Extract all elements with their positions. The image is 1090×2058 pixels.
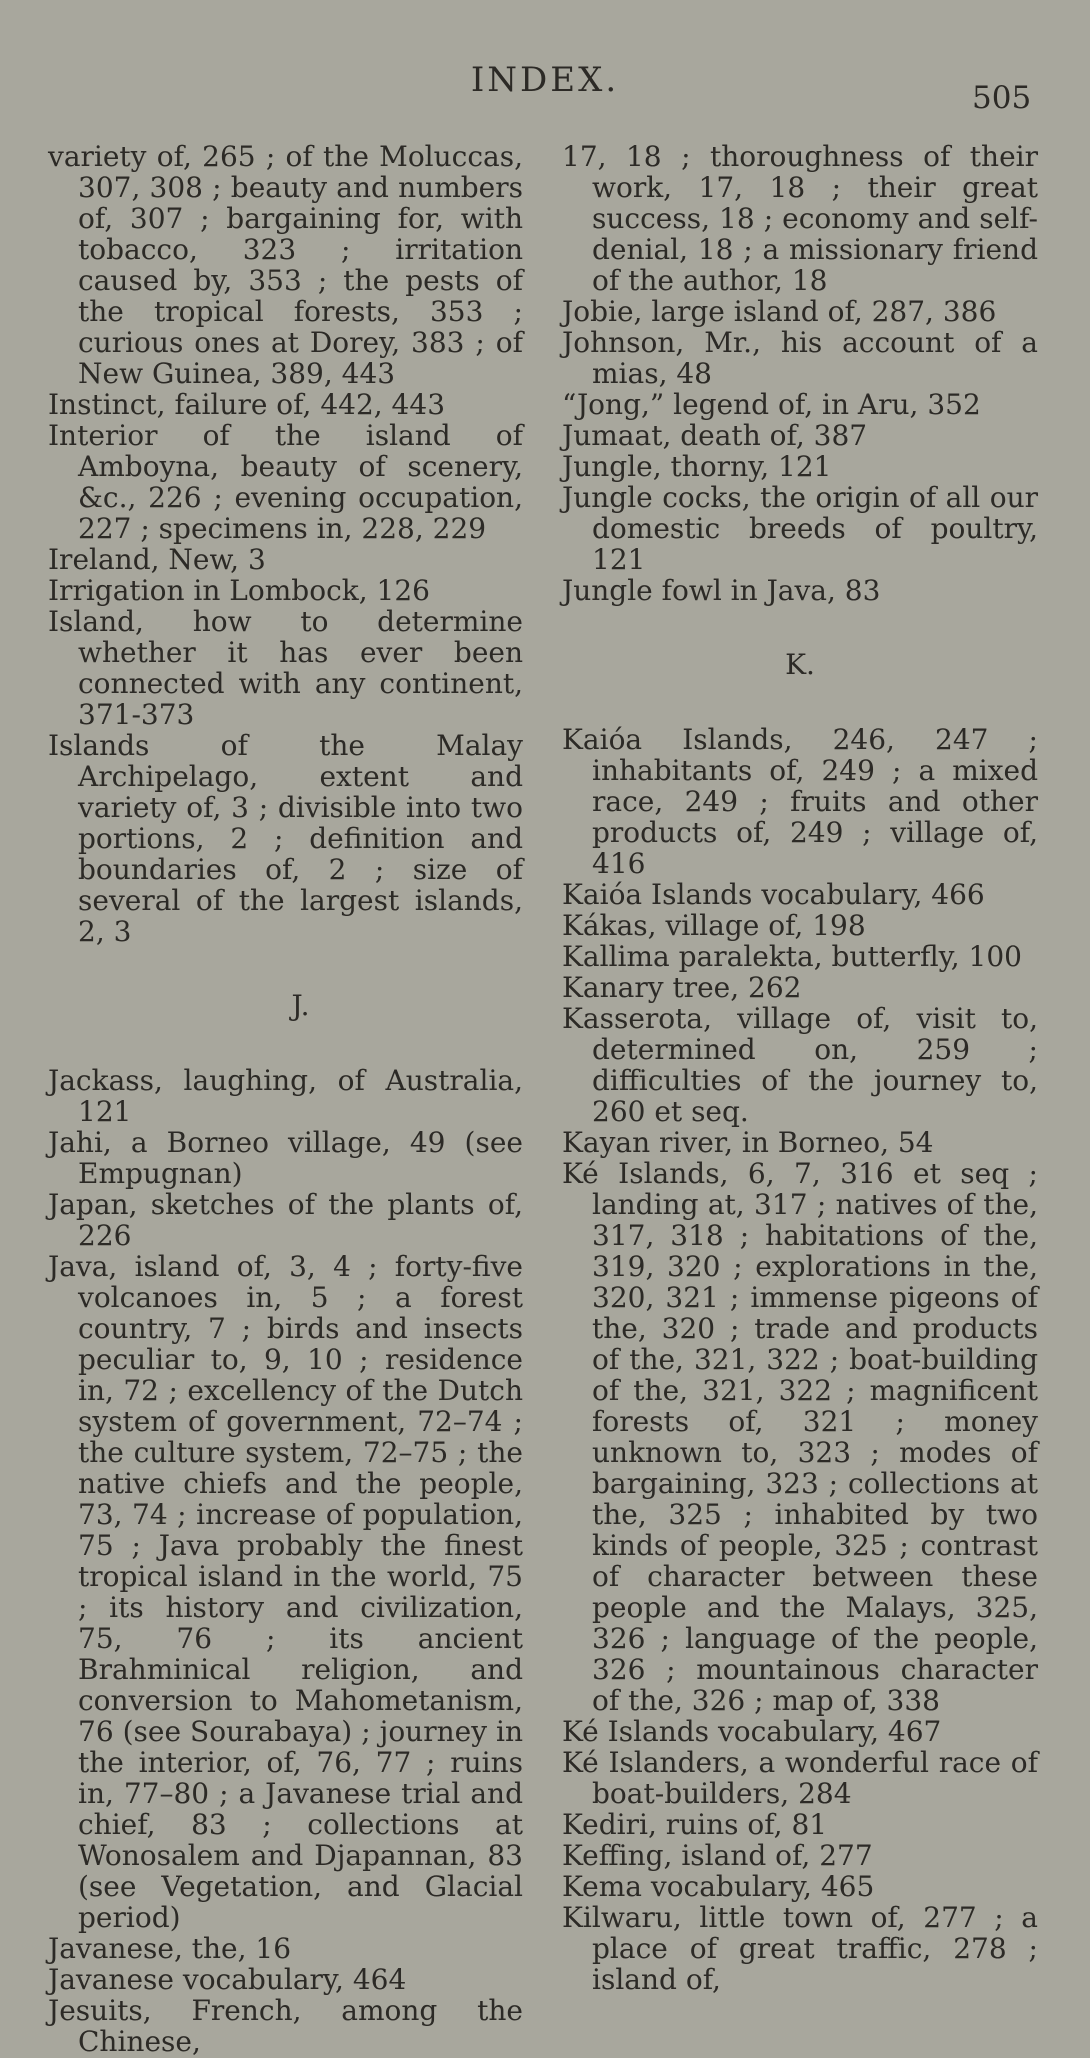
index-entry: Jahi, a Borneo village, 49 (see Empugnan) bbox=[48, 1126, 523, 1190]
index-entry: Instinct, failure of, 442, 443 bbox=[48, 388, 446, 421]
index-entry: Japan, sketches of the plants of, 226 bbox=[48, 1188, 523, 1252]
index-entry: Java, island of, 3, 4 ; forty-five volcanoes in, 5 ; a forest country, 7 ; birds and insects peculiar to, 9, 10 ; residence in, 72 ; excellency of the Dutch system of government, 72–74 ; the culture system, 72–75 ; the native chiefs and the people, 73, 74 ; increase of population, 75 ; Java probably the finest tropical island in the world, 75 ; its history and civilization, 75, 76 ; its ancient Brahminical religion, and conversion to Mahometanism, 76 (see Sourabaya) ; journey in the interior, of, 76, 77 ; ruins in, 77–80 ; a Javanese trial and chief, 83 ; collections at Wonosalem and Djapannan, 83 (see Vegetation, and Glacial period) bbox=[48, 1250, 523, 1934]
right-entries-a bbox=[562, 141, 1038, 606]
page-number: 505 bbox=[972, 80, 1032, 116]
index-entry: Jumaat, death of, 387 bbox=[562, 419, 868, 452]
index-entry: Kediri, ruins of, 81 bbox=[562, 1808, 828, 1841]
index-entry: Jobie, large island of, 287, 386 bbox=[562, 295, 997, 328]
index-entry: Kanary tree, 262 bbox=[562, 971, 802, 1004]
index-entry: Johnson, Mr., his account of a mias, 48 bbox=[562, 326, 1038, 390]
index-entry: Kilwaru, little town of, 277 ; a place of great traffic, 278 ; island of, bbox=[562, 1901, 1038, 1996]
index-entry: “Jong,” legend of, in Aru, 352 bbox=[562, 388, 981, 421]
index-entry: Island, how to determine whether it has ever been connected with any continent, 371-373 bbox=[48, 605, 523, 731]
index-entry: 17, 18 ; thoroughness of their work, 17, 18 ; their great success, 18 ; economy and self-denial, 18 ; a missionary friend of the author, 18 bbox=[562, 140, 1038, 297]
index-entry: Interior of the island of Amboyna, beauty of scenery, &c., 226 ; evening occupation, 227 ; specimens in, 228, 229 bbox=[48, 419, 523, 545]
right-column bbox=[562, 141, 1038, 1995]
index-entry: Kallima paralekta, butterfly, 100 bbox=[562, 940, 1022, 973]
index-entry: Jungle cocks, the origin of all our domestic breeds of poultry, 121 bbox=[562, 481, 1038, 576]
index-entry: Javanese, the, 16 bbox=[48, 1932, 292, 1965]
index-entry: Jesuits, French, among the Chinese, bbox=[48, 1994, 523, 2058]
index-entry: variety of, 265 ; of the Moluccas, 307, 308 ; beauty and numbers of, 307 ; bargaining for, with tobacco, 323 ; irritation caused by, 353 ; the pests of the tropical forests, 353 ; curious ones at Dorey, 383 ; of New Guinea, 389, 443 bbox=[48, 140, 523, 390]
index-entry: Jackass, laughing, of Australia, 121 bbox=[48, 1064, 523, 1128]
index-entry: Kákas, village of, 198 bbox=[562, 909, 866, 942]
left-entries-b bbox=[48, 1065, 523, 2057]
right-entries-b bbox=[562, 724, 1038, 1995]
index-entry: Jungle fowl in Java, 83 bbox=[562, 574, 881, 607]
index-entry: Kema vocabulary, 465 bbox=[562, 1870, 875, 1903]
index-entry: Kaióa Islands vocabulary, 466 bbox=[562, 878, 985, 911]
section-letter-k: K. bbox=[785, 648, 815, 681]
index-entry: Javanese vocabulary, 464 bbox=[48, 1963, 407, 1996]
running-header: INDEX. bbox=[470, 60, 620, 100]
index-entry: Ireland, New, 3 bbox=[48, 543, 266, 576]
left-column bbox=[48, 141, 523, 2057]
index-entry: Irrigation in Lombock, 126 bbox=[48, 574, 430, 607]
index-entry: Keffing, island of, 277 bbox=[562, 1839, 873, 1872]
index-entry: Ké Islands vocabulary, 467 bbox=[562, 1715, 942, 1748]
index-entry: Kaióa Islands, 246, 247 ; inhabitants of, 249 ; a mixed race, 249 ; fruits and other products of, 249 ; village of, 416 bbox=[562, 723, 1038, 880]
index-entry: Kayan river, in Borneo, 54 bbox=[562, 1126, 934, 1159]
index-entry: Ké Islands, 6, 7, 316 et seq ; landing at, 317 ; natives of the, 317, 318 ; habitations of the, 319, 320 ; explorations in the, 320, 321 ; immense pigeons of the, 320 ; trade and products of the, 321, 322 ; boat-building of the, 321, 322 ; magnificent forests of, 321 ; money unknown to, 323 ; modes of bargaining, 323 ; collections at the, 325 ; inhabited by two kinds of people, 325 ; contrast of character between these people and the Malays, 325, 326 ; language of the people, 326 ; mountainous character of the, 326 ; map of, 338 bbox=[562, 1157, 1038, 1717]
index-entry: Islands of the Malay Archipelago, extent and variety of, 3 ; divisible into two portions, 2 ; definition and boundaries of, 2 ; size of several of the largest islands, 2, 3 bbox=[48, 729, 523, 948]
left-entries-a bbox=[48, 141, 523, 947]
section-letter-j: J. bbox=[291, 989, 310, 1022]
index-entry: Ké Islanders, a wonderful race of boat-builders, 284 bbox=[562, 1746, 1038, 1810]
index-entry: Kasserota, village of, visit to, determined on, 259 ; difficulties of the journey to, 260 et seq. bbox=[562, 1002, 1038, 1128]
index-entry: Jungle, thorny, 121 bbox=[562, 450, 832, 483]
